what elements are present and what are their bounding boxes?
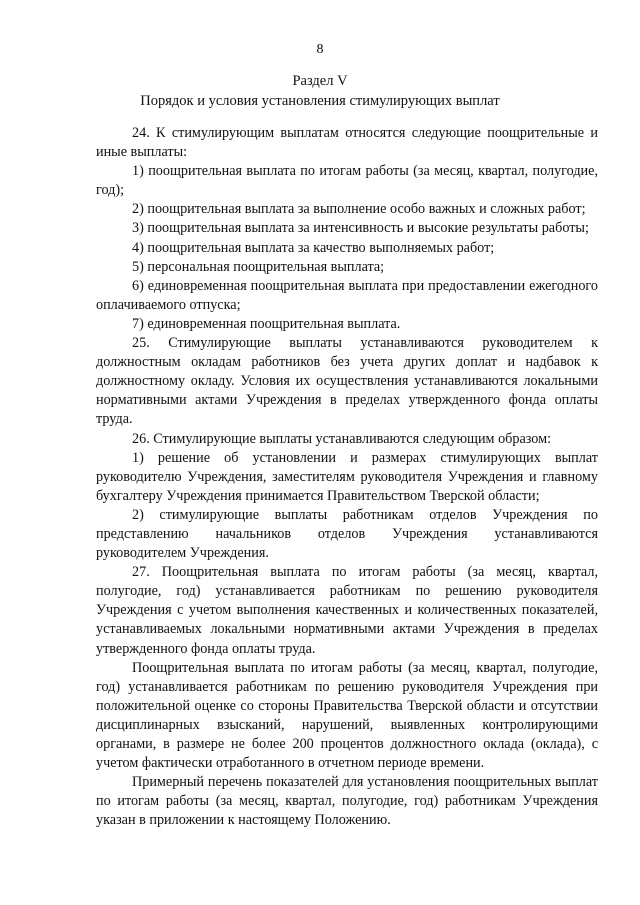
list-item-26-2: 2) стимулирующие выплаты работникам отделов Учреждения по представлению начальников отделов Учреждения устанавливаются руководителем Учреждения. [96, 506, 598, 562]
paragraph-26: 26. Стимулирующие выплаты устанавливаются следующим образом: [132, 430, 552, 447]
list-item-24-3: 3) поощрительная выплата за интенсивность и высокие результаты работы; [132, 220, 589, 237]
section-title: Раздел V [292, 73, 348, 89]
paragraph-25: 25. Стимулирующие выплаты устанавливаются руководителем к должностным окладам работников без учета других доплат и надбавок к должностному окладу. Условия их осуществления устанавливаются локальными нормативными актами Учреждения в пределах утвержденного фонда оплаты труда. [96, 335, 598, 428]
paragraph-27-continued: Поощрительная выплата по итогам работы (за месяц, квартал, полугодие, год) устанавливается работникам по решению руководителя Учреждения при положительной оценке со стороны Правительства Тверской области и отсутствии дисциплинарных взысканий, нарушений, выявленных контролирующими органами, в размере не более 200 процентов должностного оклада (оклада), с учетом фактически отработанного в отчетном периоде времени. [96, 659, 598, 772]
document-body [96, 124, 598, 830]
list-item-24-5: 5) персональная поощрительная выплата; [132, 258, 385, 275]
paragraph-27-annex-note: Примерный перечень показателей для установления поощрительных выплат по итогам работы (за месяц, квартал, полугодие, год) работникам Учреждения указан в приложении к настоящему Положению. [96, 774, 598, 829]
list-item-24-2: 2) поощрительная выплата за выполнение особо важных и сложных работ; [132, 201, 586, 218]
page-number: 8 [316, 42, 324, 57]
list-item-26-1: 1) решение об установлении и размерах стимулирующих выплат руководителю Учреждения, заместителям руководителя Учреждения и главному бухгалтеру Учреждения принимается Правительством Тверской области; [96, 449, 598, 504]
list-item-24-1: 1) поощрительная выплата по итогам работы (за месяц, квартал, полугодие, год); [96, 163, 598, 199]
section-subtitle: Порядок и условия установления стимулирующих выплат [140, 93, 500, 109]
paragraph-27: 27. Поощрительная выплата по итогам работы (за месяц, квартал, полугодие, год) устанавливается работникам по решению руководителя Учреждения с учетом выполнения качественных и количественных показателей, устанавливаемых локальными нормативными актами Учреждения в пределах утвержденного фонда оплаты труда. [96, 564, 598, 657]
list-item-24-6: 6) единовременная поощрительная выплата при предоставлении ежегодного оплачиваемого отпуска; [96, 277, 598, 313]
list-item-24-4: 4) поощрительная выплата за качество выполняемых работ; [132, 239, 495, 256]
paragraph-24: 24. К стимулирующим выплатам относятся следующие поощрительные и иные выплаты: [96, 125, 598, 161]
list-item-24-7: 7) единовременная поощрительная выплата. [132, 315, 401, 332]
